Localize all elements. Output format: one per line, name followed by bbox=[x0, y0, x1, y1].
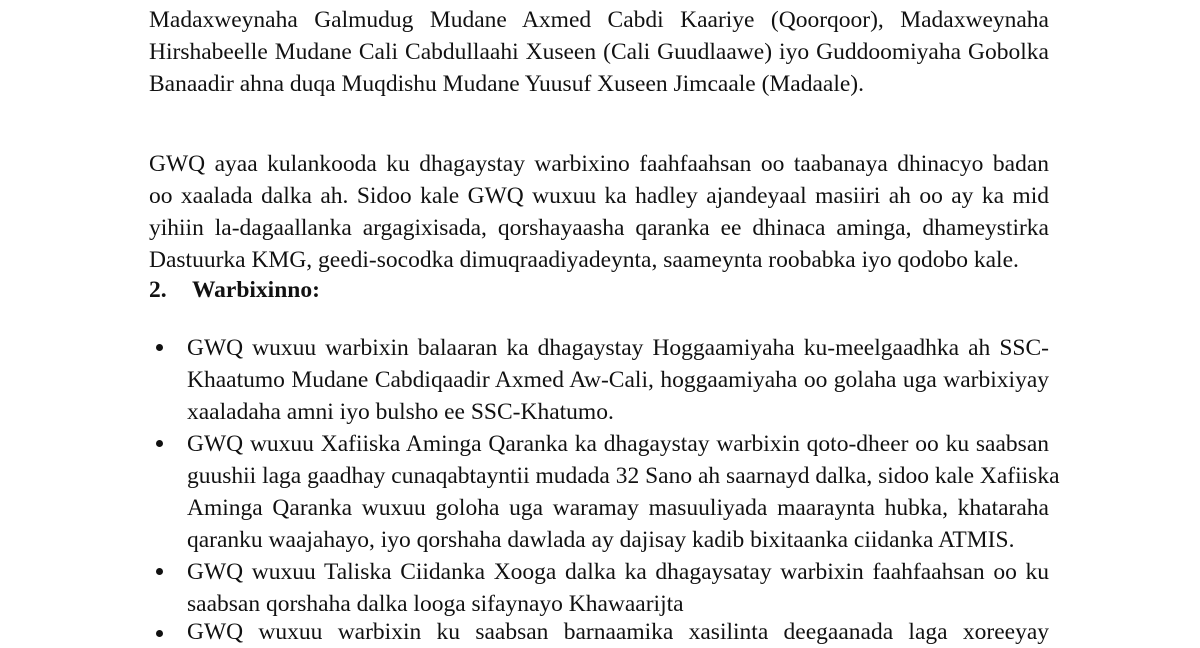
text-line: guushii laga gaadhay cunaqabtayntii mudada 32 Sano ah saarnayd dalka, sidoo kale Xafiiska bbox=[187, 463, 1060, 489]
text-line: yihiin la-dagaallanka argagixisada, qorshayaasha qaranka ee dhinaca aminga, dhameystirka bbox=[149, 215, 1049, 241]
text-line: GWQ wuxuu Xafiiska Aminga Qaranka ka dhagaystay warbixin qoto-dheer oo ku saabsan bbox=[187, 431, 1049, 457]
section-heading bbox=[149, 274, 320, 306]
text-line: GWQ wuxuu warbixin ku saabsan barnaamika xasilinta deegaanada laga xoreeyay bbox=[187, 619, 1049, 645]
text-line: qaranku waajahayo, iyo qorshaha dawlada ay dajisay kadib bixitaanka ciidanka ATMIS. bbox=[187, 527, 1015, 553]
text-line: Dastuurka KMG, geedi-socodka dimuqraadiyadeynta, saameynta roobabka iyo qodobo kale. bbox=[149, 247, 1019, 273]
bullet-icon bbox=[156, 440, 163, 447]
text-line: oo xaalada dalka ah. Sidoo kale GWQ wuxuu ka hadley ajandeyaal masiiri ah oo ay ka mid bbox=[149, 183, 1049, 209]
text-line: Madaxweynaha Galmudug Mudane Axmed Cabdi Kaariye (Qoorqoor), Madaxweynaha bbox=[149, 7, 1049, 33]
bullet-icon bbox=[156, 568, 163, 575]
section-number: 2. bbox=[149, 277, 167, 303]
text-line: GWQ wuxuu Taliska Ciidanka Xooga dalka ka dhagaysatay warbixin faahfaahsan oo ku bbox=[187, 559, 1049, 585]
bullet-icon bbox=[156, 630, 163, 637]
text-line: Banaadir ahna duqa Muqdishu Mudane Yuusuf Xuseen Jimcaale (Madaale). bbox=[149, 71, 865, 97]
text-line: saabsan qorshaha dalka looga sifaynayo Khawaarijta bbox=[187, 591, 684, 617]
bullet-icon bbox=[156, 344, 163, 351]
text-line: GWQ ayaa kulankooda ku dhagaystay warbixino faahfaahsan oo taabanaya dhinacyo badan bbox=[149, 151, 1049, 177]
text-line: xaaladaha amni iyo bulsho ee SSC-Khatumo. bbox=[187, 399, 614, 425]
text-line: Aminga Qaranka wuxuu goloha uga waramay masuuliyada maaraynta hubka, khataraha bbox=[187, 495, 1049, 521]
section-title: Warbixinno: bbox=[191, 277, 320, 303]
text-line: Khaatumo Mudane Cabdiqaadir Axmed Aw-Cali, hoggaamiyaha oo golaha uga warbixiyay bbox=[187, 367, 1049, 393]
text-line: Hirshabeelle Mudane Cali Cabdullaahi Xuseen (Cali Guudlaawe) iyo Guddoomiyaha Gobolka bbox=[149, 39, 1049, 65]
text-line: GWQ wuxuu warbixin balaaran ka dhagaystay Hoggaamiyaha ku-meelgaadhka ah SSC- bbox=[187, 335, 1049, 361]
